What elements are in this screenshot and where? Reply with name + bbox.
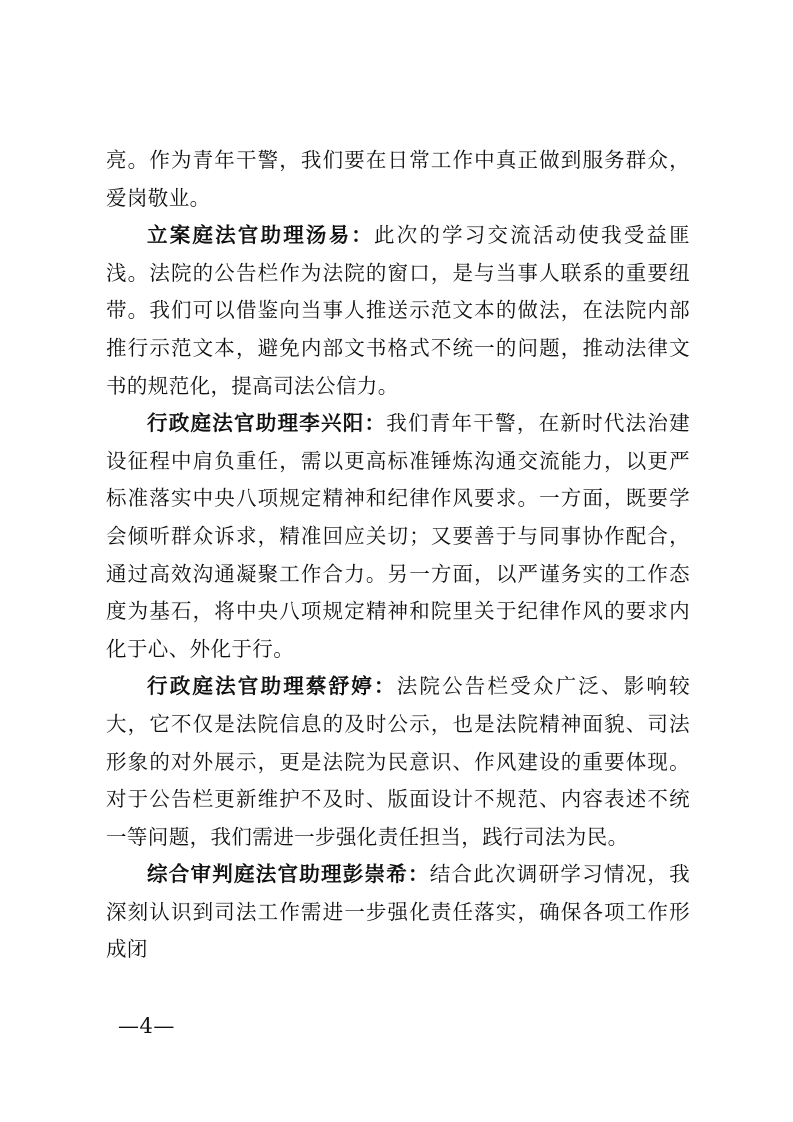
paragraph-5-speaker: 综合审判庭法官助理彭崇希： xyxy=(147,862,430,887)
paragraph-3-text: 我们青年干警，在新时代法治建设征程中肩负重任，需以更高标准锤炼沟通交流能力，以更严标准落实中央八项规定精神和纪律作风要求。一方面，既要学会倾听群众诉求，精准回应关切；又要善于与同事协作配合，通过高效沟通凝聚工作合力。另一方面，以严谨务实的工作态度为基石，将中央八项规定精神和院里关于纪律作风的要求内化于心、外化于行。 xyxy=(106,411,690,661)
page-number: —4— xyxy=(118,1014,175,1038)
paragraph-2-text: 此次的学习交流活动使我受益匪浅。法院的公告栏作为法院的窗口，是与当事人联系的重要纽带。我们可以借鉴向当事人推送示范文本的做法，在法院内部推行示范文本，避免内部文书格式不统一的问题，推动法律文书的规范化，提高司法公信力。 xyxy=(106,223,690,398)
paragraph-2 xyxy=(106,217,690,405)
paragraph-4-speaker: 行政庭法官助理蔡舒婷： xyxy=(147,674,397,699)
paragraph-2-speaker: 立案庭法官助理汤易： xyxy=(147,223,374,248)
paragraph-1 xyxy=(106,142,690,217)
paragraph-3 xyxy=(106,405,690,668)
paragraph-4-text: 法院公告栏受众广泛、影响较大，它不仅是法院信息的及时公示，也是法院精神面貌、司法形象的对外展示，更是法院为民意识、作风建设的重要体现。对于公告栏更新维护不及时、版面设计不规范、内容表述不统一等问题，我们需进一步强化责任担当，践行司法为民。 xyxy=(106,674,690,849)
paragraph-5 xyxy=(106,856,690,969)
paragraph-3-speaker: 行政庭法官助理李兴阳： xyxy=(147,411,387,436)
document-body xyxy=(106,142,690,969)
paragraph-5-text: 结合此次调研学习情况，我深刻认识到司法工作需进一步强化责任落实，确保各项工作形成闭 xyxy=(106,862,690,962)
paragraph-4 xyxy=(106,668,690,856)
paragraph-1-text: 亮。作为青年干警，我们要在日常工作中真正做到服务群众，爱岗敬业。 xyxy=(106,148,690,210)
